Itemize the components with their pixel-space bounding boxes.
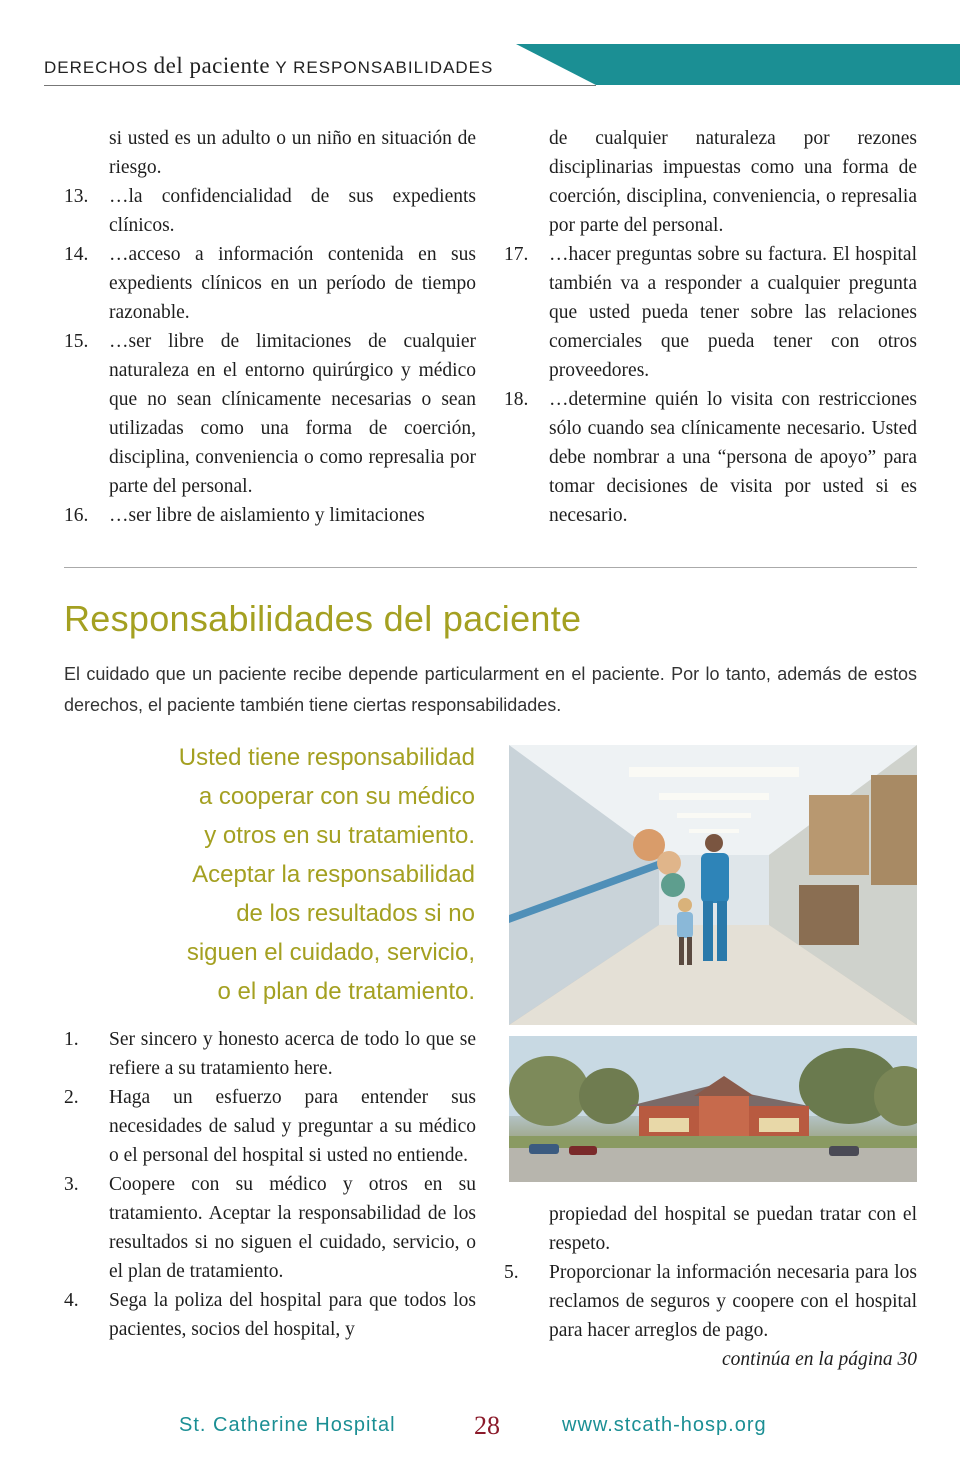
page-number: 28 bbox=[474, 1411, 500, 1440]
list-item: 13. …la confidencialidad de sus expedients clínicos. bbox=[64, 186, 476, 236]
rights-left-column bbox=[64, 124, 476, 530]
pull-quote: Usted tiene responsabilidad a cooperar con su médico y otros en su tratamiento. Aceptar la responsabilidad de los resultados si no siguen el cuidado, servicio, o el plan de tratamiento. bbox=[178, 744, 475, 1005]
hospital-building-rendering bbox=[509, 1036, 917, 1182]
rights-right-continuation: de cualquier naturaleza por rezones disciplinarias impuestas como una forma de coerción, disciplina, conveniencia, o represalia por parte del personal. bbox=[549, 128, 917, 236]
list-item: 5. Proporcionar la información necesaria para los reclamos de seguros y coopere con el hospital para hacer arreglos de pago. bbox=[504, 1262, 917, 1341]
header-part2: del paciente bbox=[153, 53, 271, 78]
list-item: 4. Sega la poliza del hospital para que todos los pacientes, socios del hospital, y bbox=[64, 1290, 476, 1340]
footer-website: www.stcath-hosp.org bbox=[562, 1414, 767, 1436]
header-part1: DERECHOS bbox=[44, 58, 149, 77]
section-divider bbox=[64, 567, 917, 568]
hospital-hallway-photo bbox=[509, 745, 917, 1025]
list-item: 1. Ser sincero y honesto acerca de todo lo que se refiere a su tratamiento here. bbox=[64, 1029, 476, 1079]
header-part3: Y RESPONSABILIDADES bbox=[275, 58, 494, 77]
list-item: 15. …ser libre de limitaciones de cualquier naturaleza en el entorno quirúrgico y médico que no sean clínicamente necesarias o sean utilizadas como una forma de coerción, disciplina, conveniencia o como represalia por parte del personal. bbox=[64, 331, 476, 497]
rights-left-continuation: si usted es un adulto o un niño en situación de riesgo. bbox=[109, 128, 476, 178]
footer-hospital-name: St. Catherine Hospital bbox=[179, 1414, 396, 1436]
section-intro: El cuidado que un paciente recibe depende particularment en el paciente. Por lo tanto, además de estos derechos, el paciente también tiene ciertas responsabilidades. bbox=[64, 664, 917, 715]
list-item: 16. …ser libre de aislamiento y limitaciones bbox=[64, 505, 425, 526]
running-header bbox=[44, 53, 493, 79]
header-rule bbox=[44, 85, 596, 86]
continued-note: continúa en la página 30 bbox=[722, 1349, 917, 1370]
responsibilities-left-column bbox=[64, 1025, 476, 1344]
responsibilities-right-continuation: propiedad del hospital se puedan tratar con el respeto. bbox=[549, 1204, 917, 1254]
header-band bbox=[516, 44, 960, 85]
list-item: 3. Coopere con su médico y otros en su tratamiento. Aceptar la responsabilidad de los resultados si no siguen el cuidado, servicio, o el plan de tratamiento. bbox=[64, 1174, 476, 1282]
list-item: 18. …determine quién lo visita con restricciones sólo cuando sea clínicamente necesario. Usted debe nombrar a una “persona de apoyo” para tomar decisiones de visita por usted si es necesario. bbox=[504, 389, 917, 526]
section-title: Responsabilidades del paciente bbox=[64, 598, 582, 639]
responsibilities-right-column bbox=[504, 1200, 917, 1374]
list-item: 2. Haga un esfuerzo para entender sus necesidades de salud y preguntar a su médico o el personal del hospital si usted no entiende. bbox=[64, 1087, 476, 1166]
list-item: 17. …hacer preguntas sobre su factura. El hospital también va a responder a cualquier pregunta que usted pueda tener sobre las relaciones comerciales que pueda tener con otros proveedores. bbox=[504, 244, 917, 381]
list-item: 14. …acceso a información contenida en sus expedients clínicos en un período de tiempo razonable. bbox=[64, 244, 476, 323]
rights-right-column bbox=[504, 124, 917, 530]
